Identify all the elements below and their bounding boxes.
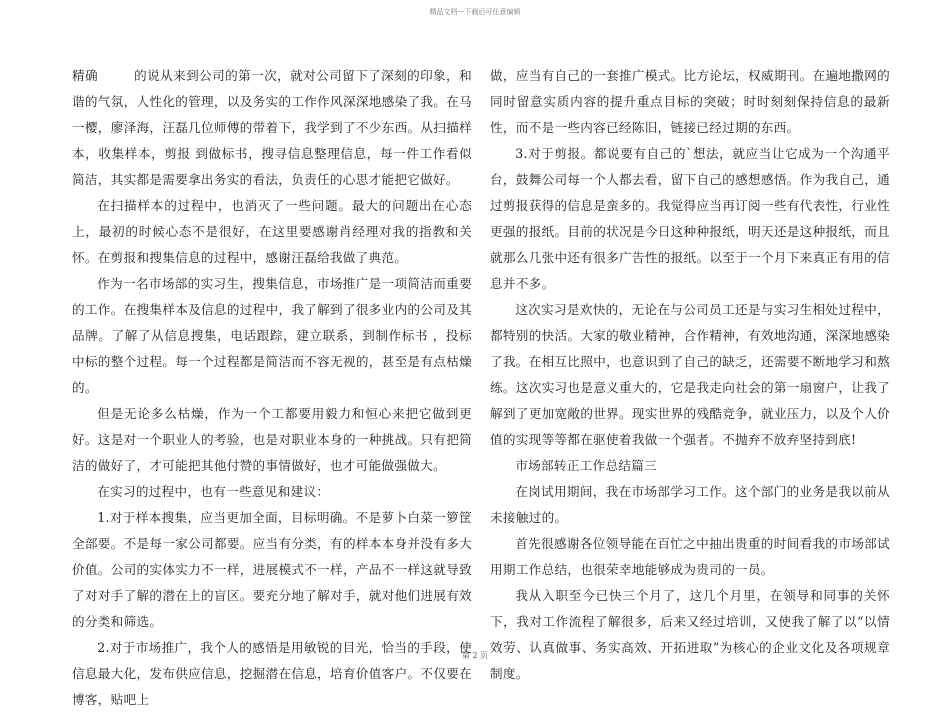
paragraph: 3.对于剪报。都说要有自己的`想法，就应当让它成为一个沟通平台，鼓舞公司每一个人都去看，留下自己的感想感悟。作为我自己，通过剪报获得的信息是蛮多的。我觉得应当再订阅一些有代表性，行业性更强的报纸。目前的状况是今日这种种报纸，明天还是这种报纸，而且就那么几张中还有很多广告性的报纸。以至于一个月下来真正有用的信息并不多。 [490, 146, 890, 291]
section-heading: 市场部转正工作总结篇三 [515, 458, 658, 473]
page-header: 精品文档---下载后可任意编辑 [429, 8, 521, 16]
paragraph: 首先很感谢各位领导能在百忙之中抽出贵重的时间看我的市场部试用期工作总结，也很荣幸地能够成为贵司的一员。 [490, 536, 890, 577]
page-number: 第 2 页 [461, 651, 489, 660]
paragraph: 这次实习是欢快的，无论在与公司员工还是与实习生相处过程中，都特别的快活。大家的敬业精神，合作精神，有效地沟通，深深地感染了我。在相互比照中，也意识到了自己的缺乏，还需要不断地学习和熬练。这次实习也是意义重大的，它是我走向社会的第一扇窗户，让我了解到了更加宽敞的世界。现实世界的残酷竞争，就业压力，以及个人价值的实现等等都在驱使着我做一个强者。不抛弃不放弃坚持到底! [490, 302, 890, 447]
paragraph: 1.对于样本搜集，应当更加全面，目标明确。不是萝卜白菜一箩筐全部要。不是每一家公司都要。应当有分类，有的样本本身并没有多大价值。公司的实体实力不一样，进展模式不一样，产品不一样这就导致了对对手了解的潜在上的盲区。要充分地了解对手，就对他们进展有效的分类和筛选。 [72, 510, 472, 629]
paragraph: 我从入职至今已快三个月了，这几个月里，在领导和同事的关怀下，我对工作流程了解很多，后来又经过培训，又使我了解了以“以情效劳、认真做事、务实高效、开拓进取”为核心的企业文化及各项规章制度。 [490, 588, 890, 681]
paragraph: 在扫描样本的过程中，也消灭了一些问题。最大的问题出在心态上，最初的时候心态不是很好，在这里要感谢肖经理对我的指教和关怀。在剪报和搜集信息的过程中，感谢汪磊给我做了典范。 [72, 198, 472, 265]
paragraph: 作为一名市场部的实习生，搜集信息，市场推广是一项简洁而重要的工作。在搜集样本及信息的过程中，我了解到了很多业内的公司及其品牌。了解了从信息搜集，电话跟踪，建立联系，到制作标书 ，投标中标的整个过程。每一个过程都是简洁而不容无视的，甚至是有点枯燥的。 [72, 276, 472, 395]
paragraph: 在岗试用期间，我在市场部学习工作。这个部门的业务是我以前从未接触过的。 [490, 484, 890, 525]
paragraph [72, 63, 472, 193]
paragraph: 做，应当有自己的一套推广模式。比方论坛，权威期刊。在遍地撒网的同时留意实质内容的提升重点目标的突破；时时刻刻保持信息的最新性，而不是一些内容已经陈旧，链接已经过期的东西。 [490, 68, 890, 135]
paragraph: 在实习的过程中，也有一些意见和建议： [97, 484, 330, 499]
paragraph: 但是无论多么枯燥，作为一个工都要用毅力和恒心来把它做到更好。这是对一个职业人的考验，也是对职业本身的一种挑战。只有把简洁的做好了，才可能把其他付赞的事情做好，也才可能做强做大。 [72, 406, 472, 473]
paragraph-text: 的说从来到公司的第一次，就对公司留下了深刻的印象，和谐的气氛，人性化的管理，以及务实的工作作风深深地感染了我。在马一樱，廖泽海，汪磊几位师傅的带着下，我学到了不少东西。从扫描样本，收集样本，剪报 到做标书，搜寻信息整理信息，每一件工作看似简洁，其实都是需要拿出务实的看法，负责任的心思才能把它做好。 [72, 68, 472, 187]
left-column [72, 63, 472, 713]
paragraph: 2.对于市场推广，我个人的感悟是用敏锐的目光，恰当的手段，使信息最大化，发布供应信息，挖掘潜在信息，培育价值客户。不仅要在博客，贴吧上 [72, 640, 472, 707]
right-column [490, 63, 890, 687]
paragraph-start: 精确 [72, 68, 98, 83]
